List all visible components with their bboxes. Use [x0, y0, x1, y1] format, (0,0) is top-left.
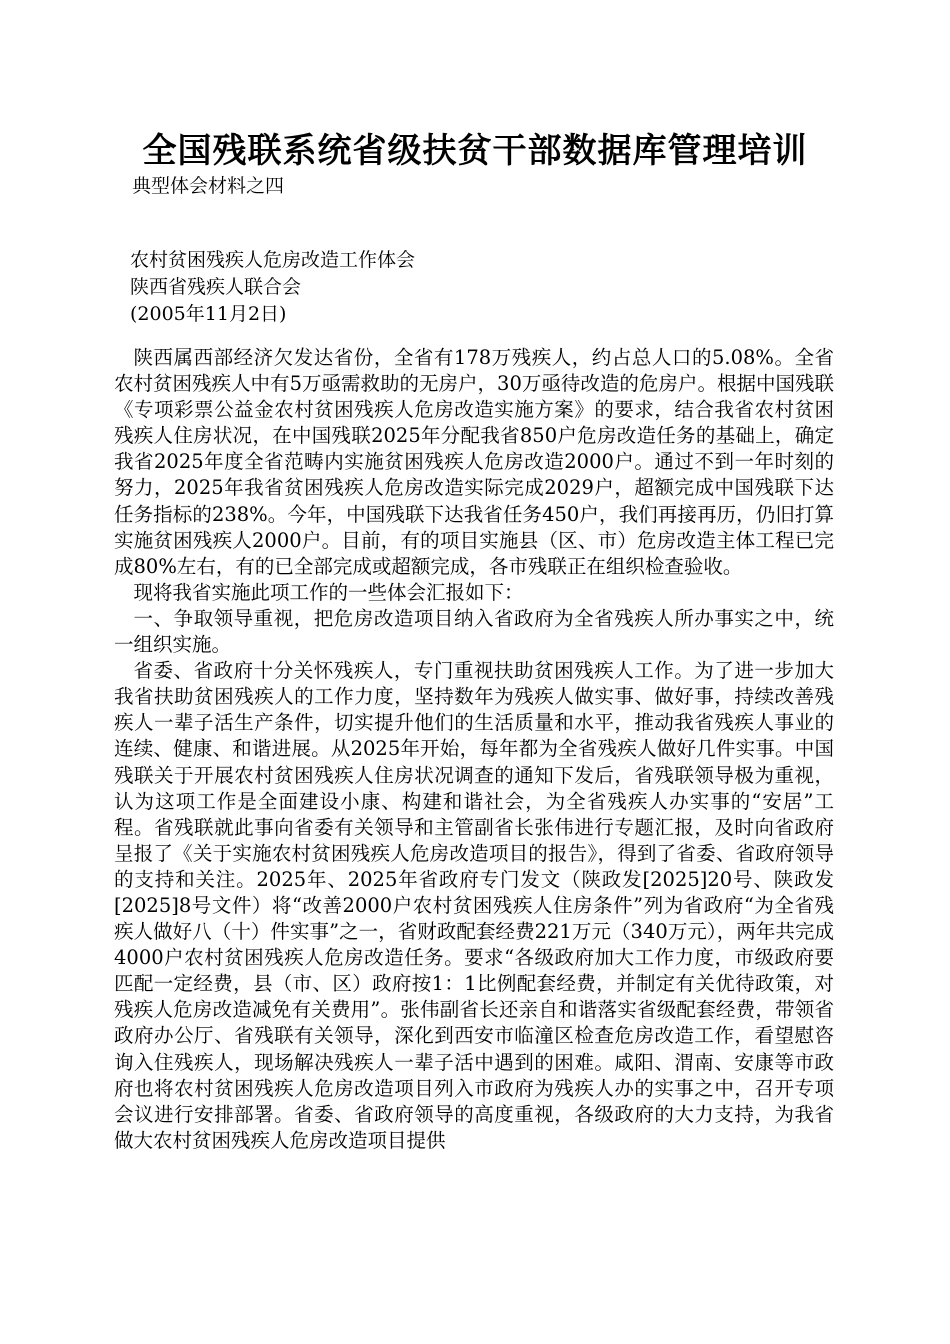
paragraph-intro: 陕西属西部经济欠发达省份，全省有178万残疾人，约占总人口的5.08%。全省农村贫困残疾人中有5万亟需救助的无房户，30万亟待改造的危房户。根据中国残联《专项彩票公益金农村贫困残疾人危房改造实施方案》的要求，结合我省农村贫困残疾人住房状况，在中国残联2025年分配我省850户危房改造任务的基础上，确定我省2025年度全省范畴内实施贫困残疾人危房改造2000户。通过不到一年时刻的努力，2025年我省贫困残疾人危房改造实际完成2029户，超额完成中国残联下达任务指标的238%。今年，中国残联下达我省任务450户，我们再接再历，仍旧打算实施贫困残疾人2000户。目前，有的项目实施县（区、市）危房改造主体工程已完成80%左右，有的已全部完成或超额完成，各市残联正在组织检查验收。 — [114, 346, 834, 578]
paragraph-section-1: 省委、省政府十分关怀残疾人，专门重视扶助贫困残疾人工作。为了进一步加大我省扶助贫困残疾人的工作力度，坚持数年为残疾人做实事、做好事，持续改善残疾人一辈子活生产条件，切实提升他们的生活质量和水平，推动我省残疾人事业的连续、健康、和谐进展。从2025年开始，每年都为全省残疾人做好几件实事。中国残联关于开展农村贫困残疾人住房状况调查的通知下发后，省残联领导极为重视，认为这项工作是全面建设小康、构建和谐社会，为全省残疾人办实事的“安居”工程。省残联就此事向省委有关领导和主管副省长张伟进行专题汇报，及时向省政府呈报了《关于实施农村贫困残疾人危房改造项目的报告》，得到了省委、省政府领导的支持和关注。2025年、2025年省政府专门发文（陕政发[2025]20号、陕政发[2025]8号文件）将“改善2000户农村贫困残疾人住房条件”列为省政府“为全省残疾人做好八（十）件实事”之一，省财政配套经费221万元（340万元），两年共完成4000户农村贫困残疾人危房改造任务。要求“各级政府加大工作力度，市级政府要匹配一定经费，县（市、区）政府按1：1比例配套经费，并制定有关优待政策，对残疾人危房改造减免有关费用”。张伟副省长还亲自和谐落实省级配套经费，带领省政府办公厅、省残联有关领导，深化到西安市临潼区检查危房改造工作，看望慰咨询入住残疾人，现场解决残疾人一辈子活中遇到的困难。咸阳、渭南、安康等市政府也将农村贫困残疾人危房改造项目列入市政府为残疾人办的实事之中，召开专项会议进行安排部署。省委、省政府领导的高度重视，各级政府的大力支持，为我省做大农村贫困残疾人危房改造项目提供 — [114, 659, 834, 1152]
document-title: 全国残联系统省级扶贫干部数据库管理培训 — [142, 131, 808, 171]
report-header — [130, 247, 415, 328]
report-date: (2005年11月2日) — [130, 303, 287, 325]
document-subtitle: 典型体会材料之四 — [132, 175, 285, 197]
paragraph-lead-in: 现将我省实施此项工作的一些体会汇报如下： — [133, 580, 524, 604]
document-body — [114, 345, 834, 1154]
section-heading-1: 一、争取领导重视，把危房改造项目纳入省政府为全省残疾人所办事实之中，统一组织实施。 — [114, 606, 834, 657]
report-organization: 陕西省残疾人联合会 — [130, 276, 302, 298]
report-title: 农村贫困残疾人危房改造工作体会 — [130, 249, 416, 271]
